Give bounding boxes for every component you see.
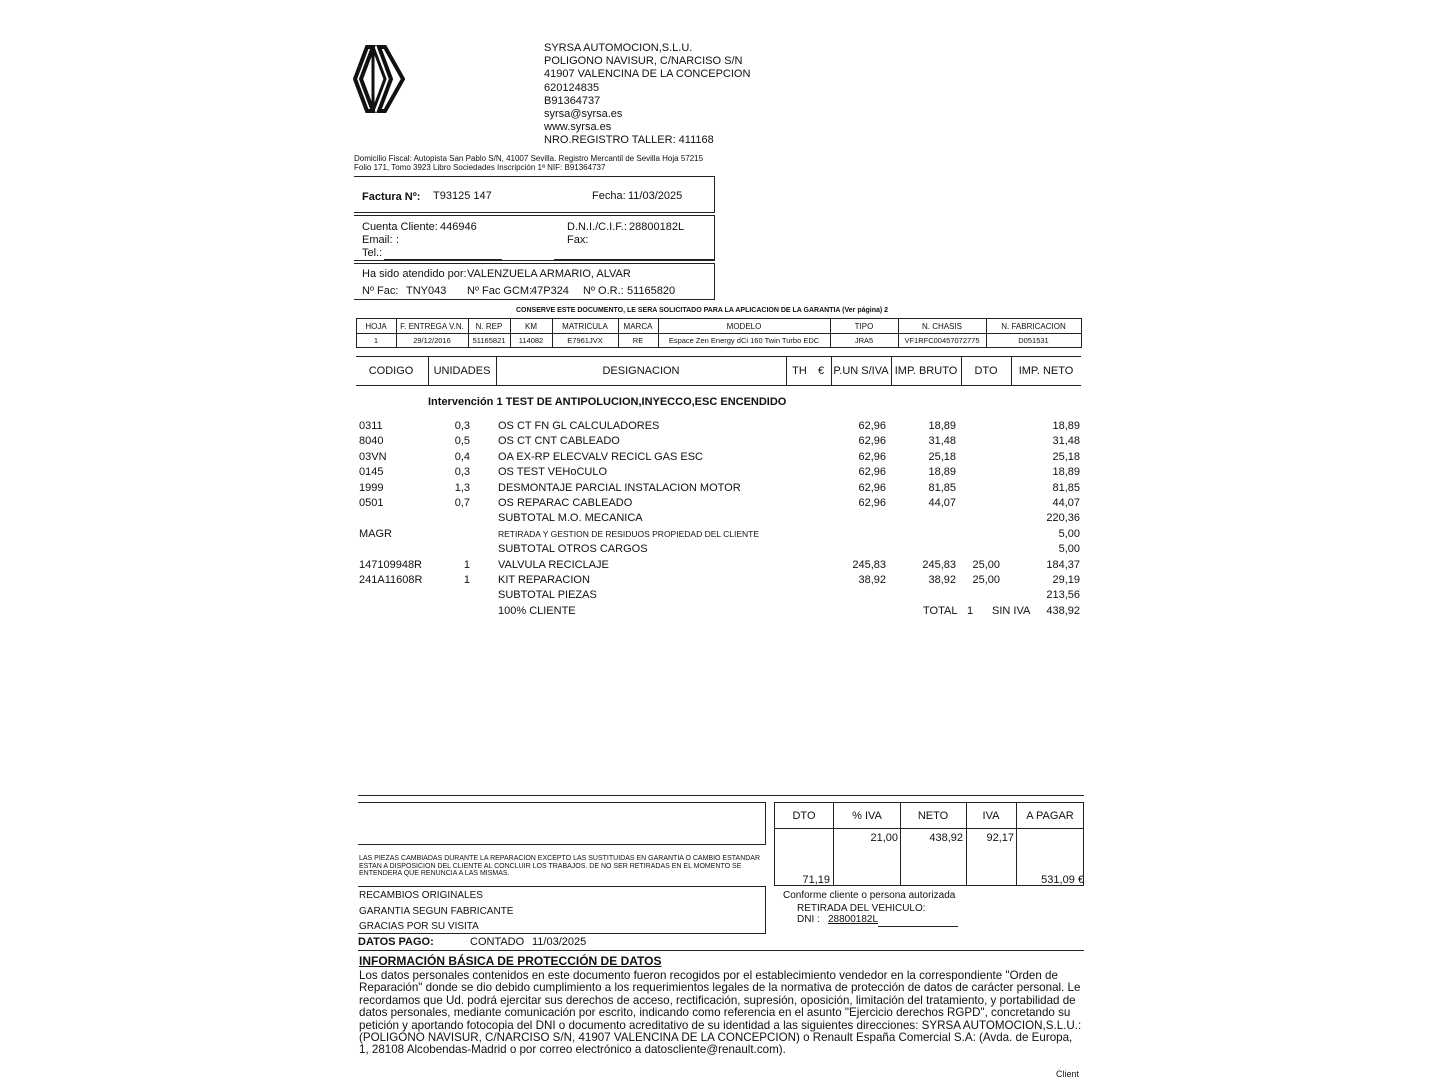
payment-method: CONTADO <box>470 936 525 948</box>
tel-label: Tel.: <box>362 247 383 259</box>
line-item-row <box>358 435 1082 450</box>
company-registry: NRO.REGISTRO TALLER: 411168 <box>544 134 714 147</box>
line-desc: VALVULA RECICLAJE <box>498 558 609 571</box>
totals-header-dto: DTO <box>792 810 816 822</box>
invoice-date-label: Fecha: <box>592 190 626 202</box>
line-net: 81,85 <box>1052 481 1080 494</box>
vehicle-header-cell: MATRICULA <box>562 321 608 331</box>
total-row-desc: 100% CLIENTE <box>498 605 576 617</box>
line-dto: 25,00 <box>972 574 1000 586</box>
vehicle-header-cell: N. REP <box>475 321 503 331</box>
vehicle-value-cell: RE <box>632 336 644 345</box>
lines-header-cell: CODIGO <box>368 365 414 377</box>
line-unit-price: 245,83 <box>852 558 886 571</box>
company-email: syrsa@syrsa.es <box>544 108 623 121</box>
line-net: 29,19 <box>1052 574 1080 586</box>
line-gross: 25,18 <box>928 450 956 463</box>
iva-value: 92,17 <box>986 832 1014 844</box>
line-unit-price: 62,96 <box>858 450 886 463</box>
footer-line-1: RECAMBIOS ORIGINALES <box>359 890 483 901</box>
company-address2: 41907 VALENCINA DE LA CONCEPCION <box>544 68 751 81</box>
account-value: 446946 <box>440 221 477 233</box>
line-desc: OA EX-RP ELECVALV RECICL GAS ESC <box>498 450 703 463</box>
lines-header-cell: UNIDADES <box>433 365 491 377</box>
email-label: Email: <box>362 234 393 246</box>
gcm-value: 47P324 <box>531 285 569 297</box>
or-label: Nº O.R.: <box>583 285 624 297</box>
line-net: 18,89 <box>1052 420 1080 432</box>
sin-iva-label: SIN IVA <box>992 605 1031 617</box>
conforme-line-2: RETIRADA DEL VEHICULO: <box>797 903 926 914</box>
line-desc: SUBTOTAL OTROS CARGOS <box>498 543 648 556</box>
company-name: SYRSA AUTOMOCION,S.L.U. <box>544 42 693 54</box>
line-units: 0,4 <box>454 450 470 463</box>
attended-label: Ha sido atendido por: <box>362 268 467 280</box>
lines-header-cell: TH <box>792 365 807 377</box>
line-gross: 81,85 <box>928 481 956 494</box>
lines-header-cell: P.UN S/IVA <box>833 365 889 377</box>
vehicle-header-cell: KM <box>525 321 537 331</box>
line-desc: SUBTOTAL PIEZAS <box>498 589 597 602</box>
neto-value: 438,92 <box>929 832 963 844</box>
dni-label: D.N.I./C.I.F.: <box>567 221 627 233</box>
line-units: 0,5 <box>454 435 470 448</box>
line-unit-price: 62,96 <box>858 435 886 448</box>
invoice-number: T93125 147 <box>433 190 492 202</box>
vehicle-header-cell: N. FABRICACION <box>1001 321 1066 331</box>
line-net: 213,56 <box>1046 589 1080 602</box>
dni-value: 28800182L <box>629 221 685 233</box>
a-pagar-value: 531,09 € <box>1041 874 1084 886</box>
line-item-row <box>358 497 1082 512</box>
line-net: 44,07 <box>1052 497 1080 509</box>
line-units: 1 <box>463 574 470 586</box>
line-gross: 18,89 <box>928 420 956 432</box>
fiscal-line-1: Domicilio Fiscal: Autopista San Pablo S/N, 41007 Sevilla. Registro Mercantil de Sevilla Hoja 57215 <box>354 154 704 163</box>
line-net: 5,00 <box>1058 527 1080 540</box>
vehicle-value-cell: 114082 <box>518 336 544 345</box>
line-item-row <box>358 512 1082 527</box>
nfac-label: Nº Fac: <box>362 285 399 297</box>
attended-name: VALENZUELA ARMARIO, ALVAR <box>467 268 631 280</box>
line-gross: 38,92 <box>928 574 956 586</box>
company-phone: 620124835 <box>544 81 600 94</box>
lines-header <box>356 356 1081 386</box>
renault-logo <box>353 44 405 114</box>
line-item-row <box>358 420 1082 435</box>
line-desc: OS REPARAC CABLEADO <box>498 497 633 509</box>
line-desc: OS CT CNT CABLEADO <box>498 435 620 448</box>
line-dto: 25,00 <box>972 558 1000 571</box>
footer-line-3: GRACIAS POR SU VISITA <box>359 921 479 932</box>
page-footer-client: Client <box>1056 1069 1080 1079</box>
line-gross: 31,48 <box>928 435 956 448</box>
line-desc: SUBTOTAL M.O. MECANICA <box>498 512 643 525</box>
notes-box <box>358 802 766 845</box>
total-amount: 438,92 <box>1046 605 1080 617</box>
line-net: 31,48 <box>1052 435 1080 448</box>
total-label: TOTAL <box>923 605 958 617</box>
vehicle-value-cell: 29/12/2016 <box>413 336 451 345</box>
line-net: 220,36 <box>1046 512 1080 525</box>
line-units: 1 <box>463 558 470 571</box>
payment-date: 11/03/2025 <box>532 936 587 948</box>
vehicle-value-cell: 1 <box>373 336 379 345</box>
line-units: 0,7 <box>454 497 470 509</box>
payment-label: DATOS PAGO: <box>358 936 434 948</box>
line-net: 25,18 <box>1052 450 1080 463</box>
line-code: 147109948R <box>359 558 423 571</box>
vehicle-header-cell: N. CHASIS <box>921 321 962 331</box>
line-unit-price: 62,96 <box>858 466 886 479</box>
conforme-line-1: Conforme cliente o persona autorizada <box>783 890 956 901</box>
parts-notice: LAS PIEZAS CAMBIADAS DURANTE LA REPARACION EXCEPTO LAS SUSTITUIDAS EN GARANTIA O CAMBIO ESTANDAR ESTAN A DISPOSICION DEL CLIENTE AL CONCLUIR LOS TRABAJOS. DE NO SER RETIRADAS EN EL MOMENTO SE ENTENDERA QUE RENUNCIA A LAS MISMAS. <box>359 855 761 878</box>
line-units: 1,3 <box>454 481 470 494</box>
fax-label: Fax: <box>567 234 589 246</box>
fiscal-line-2: Folio 171, Tomo 3923 Libro Sociedades Inscripción 1ª NIF: B91364737 <box>354 163 606 172</box>
line-gross: 18,89 <box>928 466 956 479</box>
lines-header-cell: IMP. NETO <box>1018 365 1074 377</box>
line-desc: OS TEST VEHoCULO <box>498 466 608 479</box>
gcm-label: Nº Fac GCM: <box>467 285 533 297</box>
line-code: 0311 <box>359 420 383 432</box>
vehicle-header-cell: MARCA <box>623 321 653 331</box>
vehicle-value-cell: D051531 <box>1018 336 1049 345</box>
dto-total-value: 71,19 <box>802 874 830 886</box>
totals-header-iva-pct: % IVA <box>852 810 882 822</box>
conforme-dni-label: DNI : <box>797 914 820 925</box>
line-desc: OS CT FN GL CALCULADORES <box>498 420 660 432</box>
vehicle-value-cell: Espace Zen Energy dCi 160 Twin Turbo EDC <box>668 336 820 345</box>
line-gross: 245,83 <box>922 558 956 571</box>
line-desc: KIT REPARACION <box>498 574 590 586</box>
line-code: 8040 <box>359 435 384 448</box>
line-item-row <box>358 451 1082 466</box>
company-cif: B91364737 <box>544 94 601 107</box>
line-desc: RETIRADA Y GESTION DE RESIDUOS PROPIEDAD DEL CLIENTE <box>498 528 760 539</box>
line-code: 241A11608R <box>359 574 423 586</box>
line-units: 0,3 <box>454 420 470 432</box>
line-code: MAGR <box>359 527 392 540</box>
totals-header-neto: NETO <box>917 810 949 822</box>
totals-header-iva: IVA <box>982 810 1000 822</box>
invoice-date: 11/03/2025 <box>628 190 683 202</box>
privacy-paragraph: Los datos personales contenidos en este documento fueron recogidos por el establecimiento vendedor en la correspondiente "Orden de Reparación" donde se dio debido cumplimiento a los requerimientos legales de la normativa de protección de datos de carácter personal. Le recordamos que Ud. podrá ejercitar sus derechos de acceso, rectificación, supresión, oposición, limitación del tratamiento, y portabilidad de datos personales, mediante comunicación por escrito, indicando como referencia en el asunto "Ejercicio derechos RGPD", concretando su petición y aportando fotocopia del DNI o documento acreditativo de su identidad a las siguientes direcciones: SYRSA AUTOMOCION,S.L.U.: (POLIGONO NAVISUR, C/NARCISO S/N, 41907 VALENCINA DE LA CONCEPCION) o Renault España Comercial S.A: (Avda. de Europa, 1, 28108 Alcobendas-Madrid o por correo electrónico a datoscliente@renault.com). <box>359 969 1082 1057</box>
intervention-title: Intervención 1 TEST DE ANTIPOLUCION,INYECCO,ESC ENCENDIDO <box>428 396 787 408</box>
or-value: 51165820 <box>627 285 676 297</box>
warranty-notice: CONSERVE ESTE DOCUMENTO, LE SERA SOLICITADO PARA LA APLICACION DE LA GARANTIA (Ver página) 2 <box>516 307 889 314</box>
company-web: www.syrsa.es <box>544 121 612 134</box>
company-address1: POLIGONO NAVISUR, C/NARCISO S/N <box>544 55 743 68</box>
line-unit-price: 62,96 <box>858 420 886 432</box>
line-item-row <box>358 482 1082 497</box>
nfac-value: TNY043 <box>406 285 447 297</box>
line-item-row <box>358 543 1082 558</box>
line-units: 0,3 <box>454 466 470 479</box>
vehicle-value-cell: 51165821 <box>472 336 506 345</box>
lines-header-cell: € <box>817 365 825 377</box>
vehicle-table <box>356 318 1081 348</box>
line-unit-price: 62,96 <box>858 481 886 494</box>
vehicle-header-cell: MODELO <box>726 321 762 331</box>
lines-header-cell: DTO <box>974 365 998 377</box>
lines-header-cell: DESIGNACION <box>602 365 680 377</box>
invoice-number-label: Factura Nº: <box>362 191 421 203</box>
line-item-row <box>358 466 1082 481</box>
line-code: 1999 <box>359 481 384 494</box>
line-unit-price: 62,96 <box>858 497 886 509</box>
line-code: 03VN <box>359 450 387 463</box>
line-unit-price: 38,92 <box>858 574 886 586</box>
email-value: : <box>396 234 400 246</box>
footer-line-2: GARANTIA SEGUN FABRICANTE <box>359 906 514 917</box>
iva-pct-value: 21,00 <box>870 832 898 844</box>
line-item-row <box>358 589 1082 604</box>
vehicle-value-cell: E7961JVX <box>567 336 603 345</box>
line-gross: 44,07 <box>928 497 956 509</box>
conforme-dni: 28800182L <box>828 914 879 925</box>
line-item-row <box>358 559 1082 574</box>
vehicle-header-cell: HOJA <box>365 321 387 331</box>
lines-header-cell: IMP. BRUTO <box>894 365 958 377</box>
vehicle-value-cell: VF1RFC00457072775 <box>904 336 980 345</box>
totals-header-a-pagar: A PAGAR <box>1026 810 1074 822</box>
line-desc: DESMONTAJE PARCIAL INSTALACION MOTOR <box>498 481 741 494</box>
vehicle-value-cell: JRA5 <box>854 336 874 345</box>
total-count: 1 <box>967 605 974 617</box>
line-net: 5,00 <box>1058 543 1080 556</box>
privacy-text <box>359 970 1084 1057</box>
line-code: 0145 <box>359 466 384 479</box>
privacy-title: INFORMACIÓN BÁSICA DE PROTECCIÓN DE DATOS <box>359 954 662 968</box>
line-item-row <box>358 528 1082 543</box>
line-code: 0501 <box>359 497 384 509</box>
line-net: 18,89 <box>1052 466 1080 479</box>
line-net: 184,37 <box>1046 558 1080 571</box>
total-row <box>358 605 1082 620</box>
vehicle-header-cell: F. ENTREGA V.N. <box>400 321 464 331</box>
line-item-row <box>358 574 1082 589</box>
account-label: Cuenta Cliente: <box>362 221 438 233</box>
vehicle-header-cell: TIPO <box>854 321 874 331</box>
